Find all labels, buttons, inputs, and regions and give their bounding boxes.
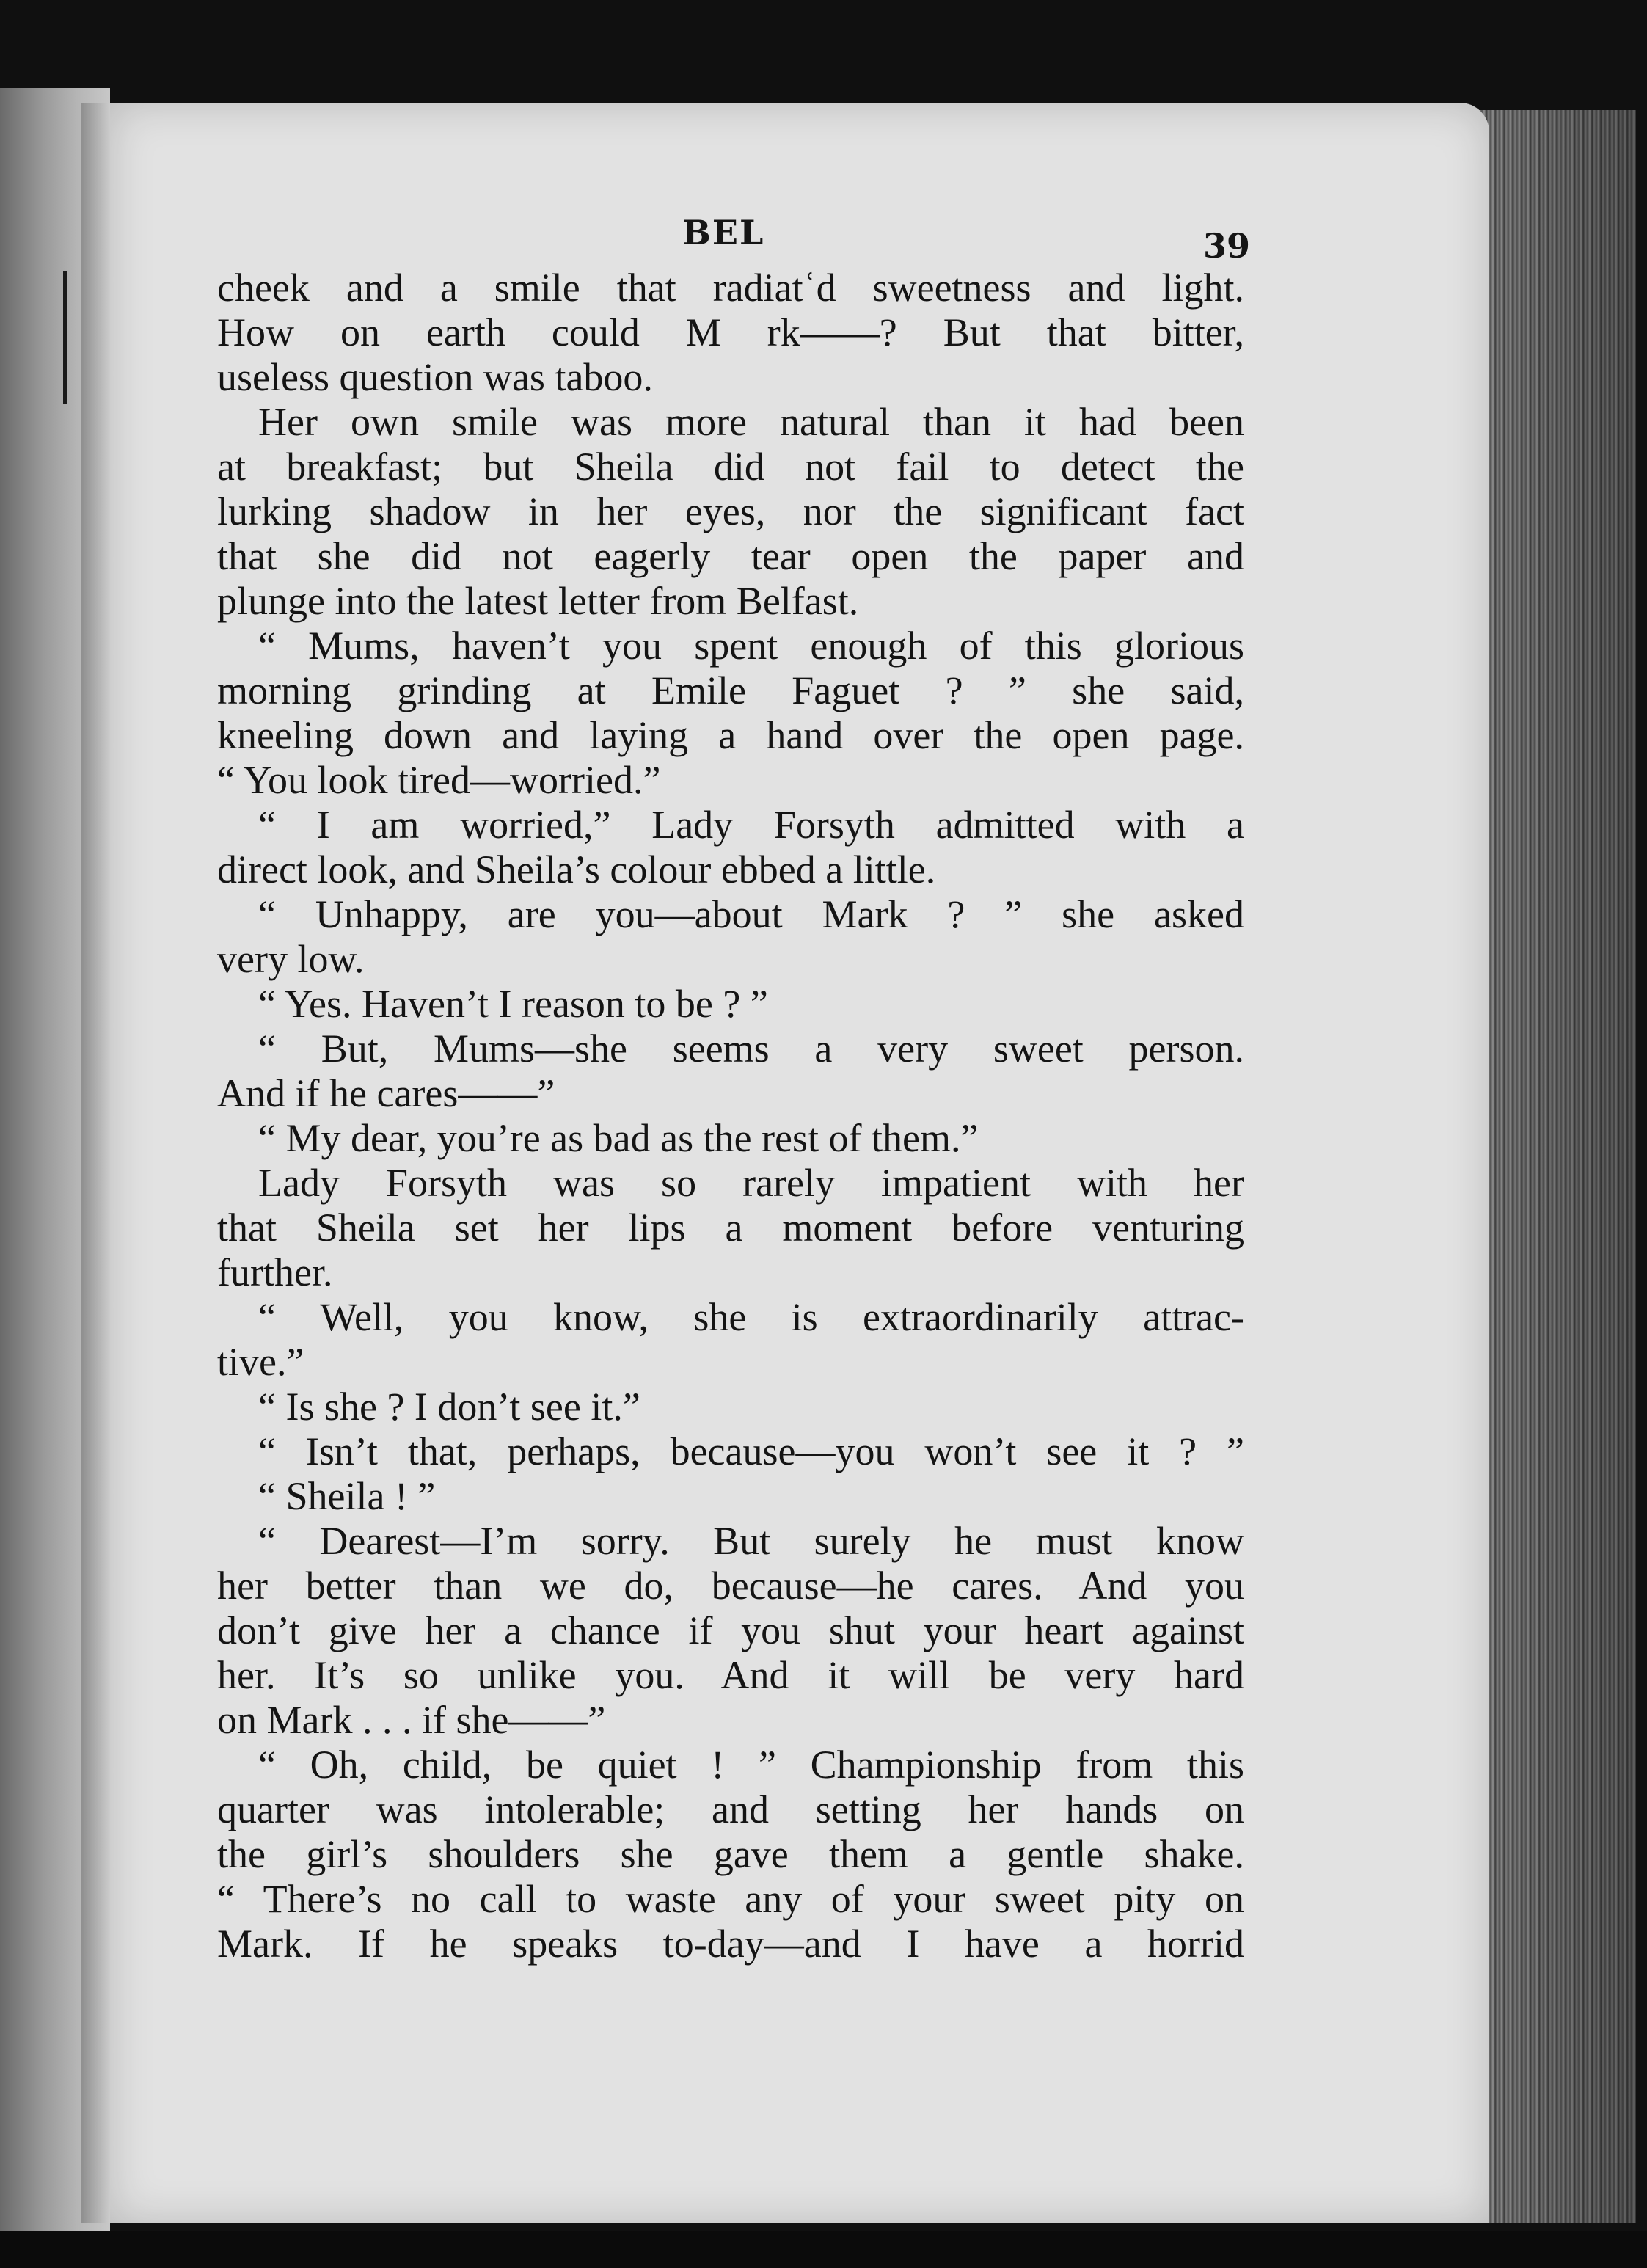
text-line: “ Yes. Haven’t I reason to be ? ” [258, 982, 768, 1026]
text-line: Her own smile was more natural than it had been [258, 400, 1244, 444]
text-line: cheek and a smile that radiat⁠ʿ⁠⁠d sweetness and light. [217, 266, 1244, 310]
scan-bottom-border [0, 2231, 1647, 2268]
text-line: “ Isn’t that, perhaps, because—you won’t see it ? ” [258, 1429, 1244, 1473]
text-line: don’t give her a chance if you shut your heart against [217, 1608, 1244, 1652]
text-line: lurking shadow in her eyes, nor the significant fact [217, 489, 1244, 533]
text-line: “ I am worried,” Lady Forsyth admitted with a [258, 803, 1244, 847]
text-line: plunge into the latest letter from Belfast. [217, 579, 859, 623]
text-line: that she did not eagerly tear open the paper and [217, 534, 1244, 578]
text-line: that Sheila set her lips a moment before venturing [217, 1206, 1244, 1250]
text-line: quarter was intolerable; and setting her hands on [217, 1787, 1244, 1831]
text-line: And if he cares——” [217, 1071, 555, 1115]
text-line: kneeling down and laying a hand over the open page. [217, 713, 1244, 757]
text-line: Mark. If he speaks to-day—and I have a horrid [217, 1922, 1244, 1966]
text-line: morning grinding at Emile Faguet ? ” she said, [217, 668, 1244, 712]
text-line: tive.” [217, 1340, 304, 1384]
text-line: “ My dear, you’re as bad as the rest of them.” [258, 1116, 979, 1160]
text-line: “ Mums, haven’t you spent enough of this glorious [258, 624, 1244, 668]
text-line: on Mark . . . if she——” [217, 1698, 606, 1742]
text-line: useless question was taboo. [217, 355, 653, 399]
running-head: BEL [682, 213, 765, 252]
page-number: 39 [1203, 226, 1251, 266]
text-line: her better than we do, because—he cares. And you [217, 1564, 1244, 1608]
text-line: “ Is she ? I don’t see it.” [258, 1385, 640, 1429]
text-line: “ Unhappy, are you—about Mark ? ” she asked [258, 892, 1244, 936]
text-line: “ But, Mums—she seems a very sweet person. [258, 1027, 1244, 1071]
text-line: her. It’s so unlike you. And it will be very hard [217, 1653, 1244, 1697]
text-line: “ Oh, child, be quiet ! ” Championship from this [258, 1743, 1244, 1787]
text-line: the girl’s shoulders she gave them a gentle shake. [217, 1832, 1244, 1876]
body-text [217, 266, 1244, 1966]
text-line: How on earth could M rk——? But that bitter, [217, 310, 1244, 354]
text-line: “ You look tired—worried.” [217, 758, 661, 802]
text-line: “ Well, you know, she is extraordinarily attrac- [258, 1295, 1244, 1339]
gutter-mark [63, 271, 67, 404]
text-line: further. [217, 1250, 333, 1294]
text-line: “ Dearest—I’m sorry. But surely he must know [258, 1519, 1244, 1563]
text-line: at breakfast; but Sheila did not fail to detect the [217, 445, 1244, 489]
text-line: “ There’s no call to waste any of your sweet pity on [217, 1877, 1244, 1921]
text-line: very low. [217, 937, 365, 981]
text-line: “ Sheila ! ” [258, 1474, 436, 1518]
text-line: direct look, and Sheila’s colour ebbed a little. [217, 847, 936, 891]
text-line: Lady Forsyth was so rarely impatient with her [258, 1161, 1244, 1205]
